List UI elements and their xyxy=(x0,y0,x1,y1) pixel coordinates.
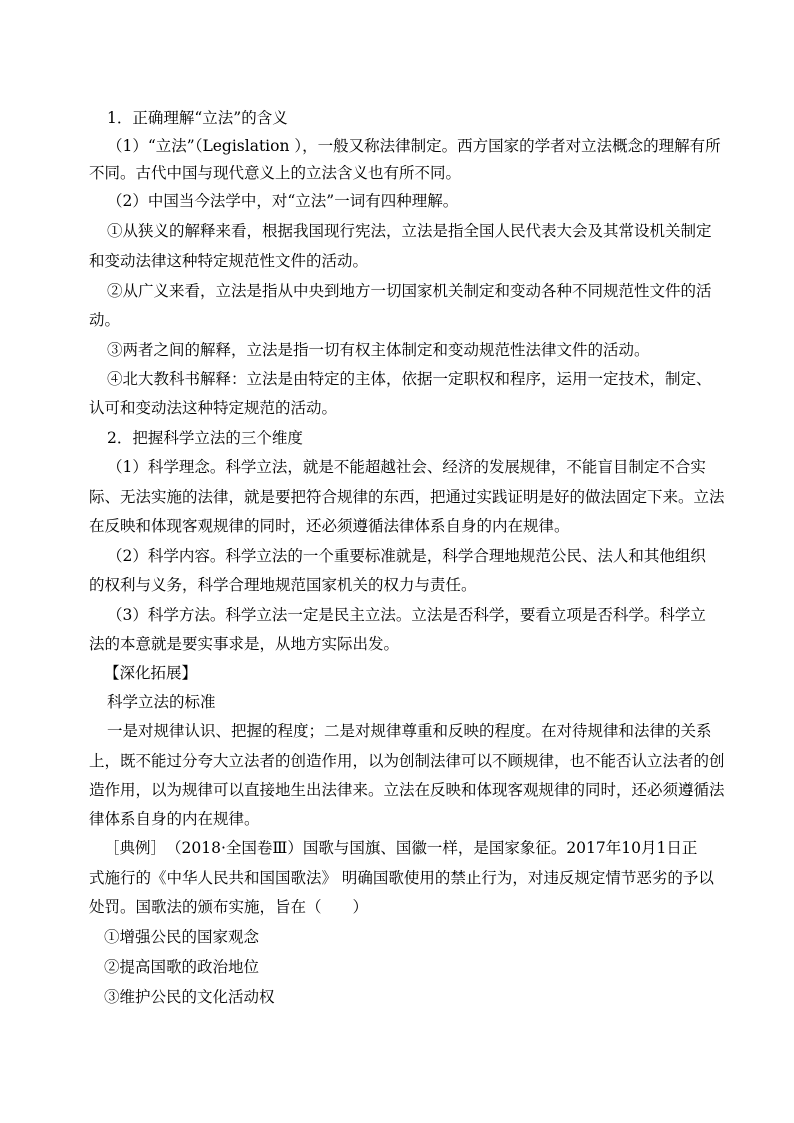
text-line: 律体系自身的内在规律。 xyxy=(89,810,260,828)
text-line: 和变动法律这种特定规范性文件的活动。 xyxy=(89,252,369,270)
text-line: 动。 xyxy=(89,311,121,329)
text-line: 处罚。国歌法的颁布实施，旨在（ ） xyxy=(89,898,369,916)
text-line: 法的本意就是要实事求是，从地方实际出发。 xyxy=(89,635,400,653)
text-line: （2）科学内容。科学立法的一个重要标准就是，科学合理地规范公民、法人和其他组织 xyxy=(107,547,706,565)
text-line: 不同。古代中国与现代意义上的立法含义也有所不同。 xyxy=(89,164,462,182)
text-line: 认可和变动法这种特定规范的活动。 xyxy=(89,399,338,417)
text-line: ④北大教科书解释：立法是由特定的主体，依据一定职权和程序，运用一定技术，制定、 xyxy=(107,370,712,388)
text-line: （2）中国当今法学中，对“立法”一词有四种理解。 xyxy=(107,192,459,210)
text-line: 上，既不能过分夸大立法者的创造作用，以为创制法律可以不顾规律，也不能否认立法者的创 xyxy=(89,752,725,770)
text-line: （3）科学方法。科学立法一定是民主立法。立法是否科学，要看立项是否科学。科学立 xyxy=(107,606,706,624)
heading-1: 1．正确理解“立法”的含义 xyxy=(107,109,288,127)
text-line: 际、无法实施的法律，就是要把符合规律的东西，把通过实践证明是好的做法固定下来。立法 xyxy=(89,488,725,506)
heading-2: 2．把握科学立法的三个维度 xyxy=(107,429,303,447)
option-item: ③维护公民的文化活动权 xyxy=(104,988,275,1006)
text-line: 式施行的《中华人民共和国国歌法》 明确国歌使用的禁止行为，对违反规定情节恶劣的予以 xyxy=(89,869,714,887)
text-line: ①从狭义的解释来看，根据我国现行宪法，立法是指全国人民代表大会及其常设机关制定 xyxy=(107,222,712,240)
text-line: ②从广义来看，立法是指从中央到地方一切国家机关制定和变动各种不同规范性文件的活 xyxy=(107,282,712,300)
text-line: 造作用，以为规律可以直接地生出法律来。立法在反映和体现客观规律的同时，还必须遵循法 xyxy=(89,781,725,799)
text-line: 一是对规律认识、把握的程度；二是对规律尊重和反映的程度。在对待规律和法律的关系 xyxy=(107,722,712,740)
option-item: ①增强公民的国家观念 xyxy=(104,928,260,946)
example-question: ［典例］ （2018·全国卷Ⅲ）国歌与国旗、国徽一样，是国家象征。2017年10月1日正 xyxy=(104,839,698,857)
text-line: 在反映和体现客观规律的同时，还必须遵循法律体系自身的内在规律。 xyxy=(89,517,570,535)
text-line: （1）科学理念。科学立法，就是不能超越社会、经济的发展规律，不能盲目制定不合实 xyxy=(107,458,706,476)
text-line: 的权利与义务，科学合理地规范国家机关的权力与责任。 xyxy=(89,576,477,594)
text-line: ③两者之间的解释，立法是指一切有权主体制定和变动规范性法律文件的活动。 xyxy=(107,341,650,359)
subheading: 科学立法的标准 xyxy=(107,693,216,711)
section-label: 【深化拓展】 xyxy=(104,664,198,682)
text-line: （1）“立法”（Legislation ），一般又称法律制定。西方国家的学者对立法概念的理解有所 xyxy=(107,137,721,155)
option-item: ②提高国歌的政治地位 xyxy=(104,958,260,976)
